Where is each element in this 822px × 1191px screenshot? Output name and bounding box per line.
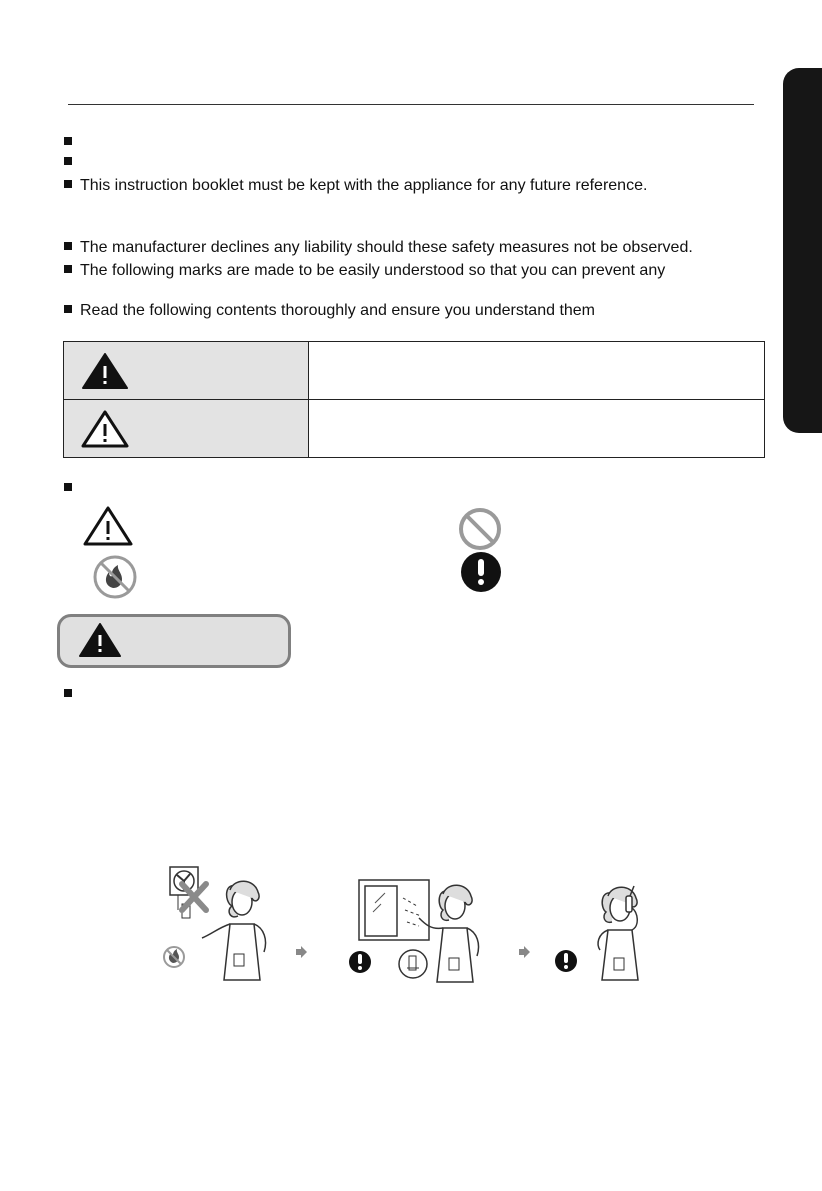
- bullet-line-6: Read the following contents thoroughly and ensure you understand them: [64, 301, 595, 321]
- bullet-square-icon: [64, 180, 72, 188]
- no-fan-scene: [160, 862, 280, 982]
- marks-desc-cell: [309, 400, 765, 458]
- bullet-square-icon: [64, 137, 72, 145]
- prohibited-circle-icon: [458, 507, 502, 551]
- call-service-scene: [552, 882, 662, 982]
- arrow-right-icon: [519, 946, 531, 958]
- arrow-right-icon: [296, 946, 308, 958]
- mandatory-exclamation-icon: [460, 551, 502, 593]
- bullet-square-icon: [64, 305, 72, 313]
- warning-pill: [57, 614, 291, 668]
- bullet-line-3: This instruction booklet must be kept with the appliance for any future reference.: [64, 176, 647, 196]
- no-fire-icon: [92, 554, 138, 600]
- bullet-square-icon: [64, 157, 72, 165]
- marks-row-warning: [64, 342, 765, 400]
- header-rule: [68, 104, 754, 105]
- open-window-scene: [345, 878, 495, 984]
- warning-triangle-icon: [78, 622, 122, 658]
- bullet-square-icon: [64, 689, 72, 697]
- symbols-heading: [64, 479, 80, 499]
- marks-label-cell: [64, 342, 309, 400]
- caution-outline-triangle-icon: [80, 409, 130, 449]
- marks-table: [63, 341, 765, 458]
- leak-heading: [64, 685, 80, 705]
- marks-label-cell: [64, 400, 309, 458]
- bullet-line-1: [64, 133, 80, 153]
- marks-desc-cell: [309, 342, 765, 400]
- chapter-side-tab: [783, 68, 822, 433]
- bullet-square-icon: [64, 483, 72, 491]
- warning-filled-triangle-icon: [80, 351, 130, 391]
- bullet-line-4: The manufacturer declines any liability should these safety measures not be observed.: [64, 238, 693, 258]
- marks-row-caution: [64, 400, 765, 458]
- caution-triangle-icon: [82, 505, 134, 547]
- bullet-line-2: [64, 153, 80, 173]
- bullet-square-icon: [64, 265, 72, 273]
- bullet-line-5: The following marks are made to be easily understood so that you can prevent any: [64, 261, 665, 281]
- bullet-square-icon: [64, 242, 72, 250]
